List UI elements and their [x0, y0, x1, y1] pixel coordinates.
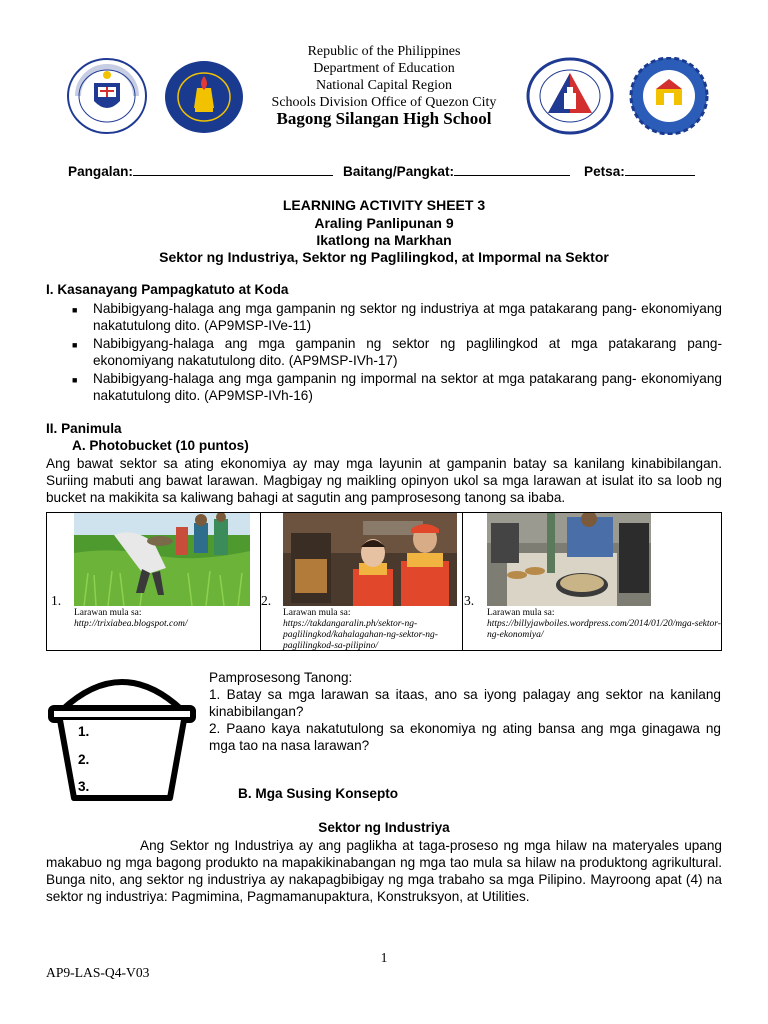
square-bullet-icon: ■	[72, 375, 78, 385]
key-concepts-heading: B. Mga Susing Konsepto	[238, 786, 399, 801]
name-field[interactable]	[133, 164, 333, 176]
photo-number: 3.	[464, 593, 475, 608]
quarter-title: Ikatlong na Markhan	[316, 232, 452, 248]
bucket-graphic	[46, 664, 198, 802]
street-vendor-photo	[487, 513, 651, 606]
grade-field[interactable]	[454, 164, 570, 176]
photo-caption: Larawan mula sa:	[487, 608, 555, 618]
subject-title: Araling Panlipunan 9	[314, 215, 454, 231]
photo-source-link[interactable]: https://takdangaralin.ph/sektor-ng-paglilingkod/kahalagahan-ng-sektor-ng-paglilingkod-sa-pilipino/	[283, 619, 438, 651]
topic-title: Sektor ng Industriya, Sektor ng Paglilingkod, at Impormal na Sektor	[159, 249, 609, 265]
industry-sector-paragraph: Ang Sektor ng Industriya ay ang paglikha at taga-proseso ng mga hilaw na materyales upang makabuo ng mga bagong produkto na mapakikinabangan ng mga tao mula sa hilaw na produktong agrikultural. Bunga nito, ang sektor ng industriya ay nakapagbibigay ng mga trabaho sa mga Pilipino. Mayroong apat (4) na sektor ng industriya: Pagmimina, Pagmamanupaktura, Konstruksyon, at Utilities.	[46, 838, 722, 904]
section-2-heading: II. Panimula	[46, 421, 122, 436]
restaurant-workers-photo	[283, 513, 457, 606]
header-division: Schools Division Office of Quezon City	[271, 95, 497, 110]
photo-caption: Larawan mula sa:	[283, 608, 351, 618]
photobucket-heading: A. Photobucket (10 puntos)	[72, 438, 249, 453]
photo-source-link[interactable]: http://trixiabea.blogspot.com/	[74, 619, 188, 629]
photo-caption: Larawan mula sa:	[74, 608, 142, 618]
square-bullet-icon: ■	[72, 340, 78, 350]
question-1: 1. Batay sa mga larawan sa itaas, ano sa iyong palagay ang sektor na kanilang kinabibilangan?	[209, 687, 721, 719]
objective-item: ■ Nabibigyang-halaga ang mga gampanin ng impormal na sektor at mga patakarang pang- ekonomiyang nakatutulong dito. (AP9MSP-IVh-16)	[72, 371, 722, 403]
question-2: 2. Paano kaya nakatutulong sa ekonomiya ng ating bansa ang mga ginagawa ng mga tao na nasa larawan?	[209, 721, 721, 753]
school-name: Bagong Silangan High School	[276, 109, 492, 128]
sheet-title: LEARNING ACTIVITY SHEET 3	[282, 197, 486, 213]
farmers-rice-field-photo	[74, 513, 250, 606]
header-region: National Capital Region	[315, 78, 453, 93]
section-1-heading: I. Kasanayang Pampagkatuto at Koda	[46, 282, 289, 297]
page-number: 1	[380, 950, 388, 965]
industry-sector-heading: Sektor ng Industriya	[318, 820, 450, 835]
deped-seal-logo	[66, 57, 148, 135]
document-code: AP9-LAS-Q4-V03	[46, 965, 150, 980]
grade-label: Baitang/Pangkat:	[343, 164, 455, 179]
bucket-answer-1[interactable]: 1.	[78, 724, 90, 739]
name-label: Pangalan:	[68, 164, 133, 179]
date-label: Petsa:	[584, 164, 625, 179]
schools-division-office-logo	[526, 57, 614, 135]
bucket-answer-2[interactable]: 2.	[78, 752, 90, 767]
header-deped: Department of Education	[313, 61, 455, 76]
objective-item: ■ Nabibigyang-halaga ang mga gampanin ng sektor ng industriya at mga patakarang pang- ekonomiyang nakatutulong dito. (AP9MSP-IVe-11)	[72, 301, 722, 333]
photo-table	[46, 512, 722, 651]
photo-source-link[interactable]: https://billyjawboiles.wordpress.com/2014/01/20/mga-sektor-ng-ekonomiya/	[487, 619, 721, 640]
photo-number: 1.	[51, 593, 62, 608]
bagong-silangan-hs-logo	[626, 57, 712, 135]
department-of-education-logo	[164, 60, 244, 134]
photobucket-intro: Ang bawat sektor sa ating ekonomiya ay may mga layunin at gampanin batay sa kanilang kinabibilangan. Suriing mabuti ang bawat larawan. Magbigay ng maikling opinyon ukol sa mga larawan at isulat ito sa loob ng bucket na makikita sa kaliwang bahagi at sagutin ang pamprosesong tanong sa ibaba.	[46, 456, 722, 505]
bucket-answer-3[interactable]: 3.	[78, 779, 90, 794]
header-republic: Republic of the Philippines	[307, 44, 461, 59]
square-bullet-icon: ■	[72, 305, 78, 315]
date-field[interactable]	[625, 164, 695, 176]
objective-item: ■ Nabibigyang-halaga ang mga gampanin ng sektor ng paglilingkod at mga patakarang pang- ekonomiyang nakatutulong dito. (AP9MSP-IVh-17)	[72, 336, 722, 368]
questions-heading: Pamprosesong Tanong:	[209, 670, 353, 685]
photo-number: 2.	[261, 593, 272, 608]
